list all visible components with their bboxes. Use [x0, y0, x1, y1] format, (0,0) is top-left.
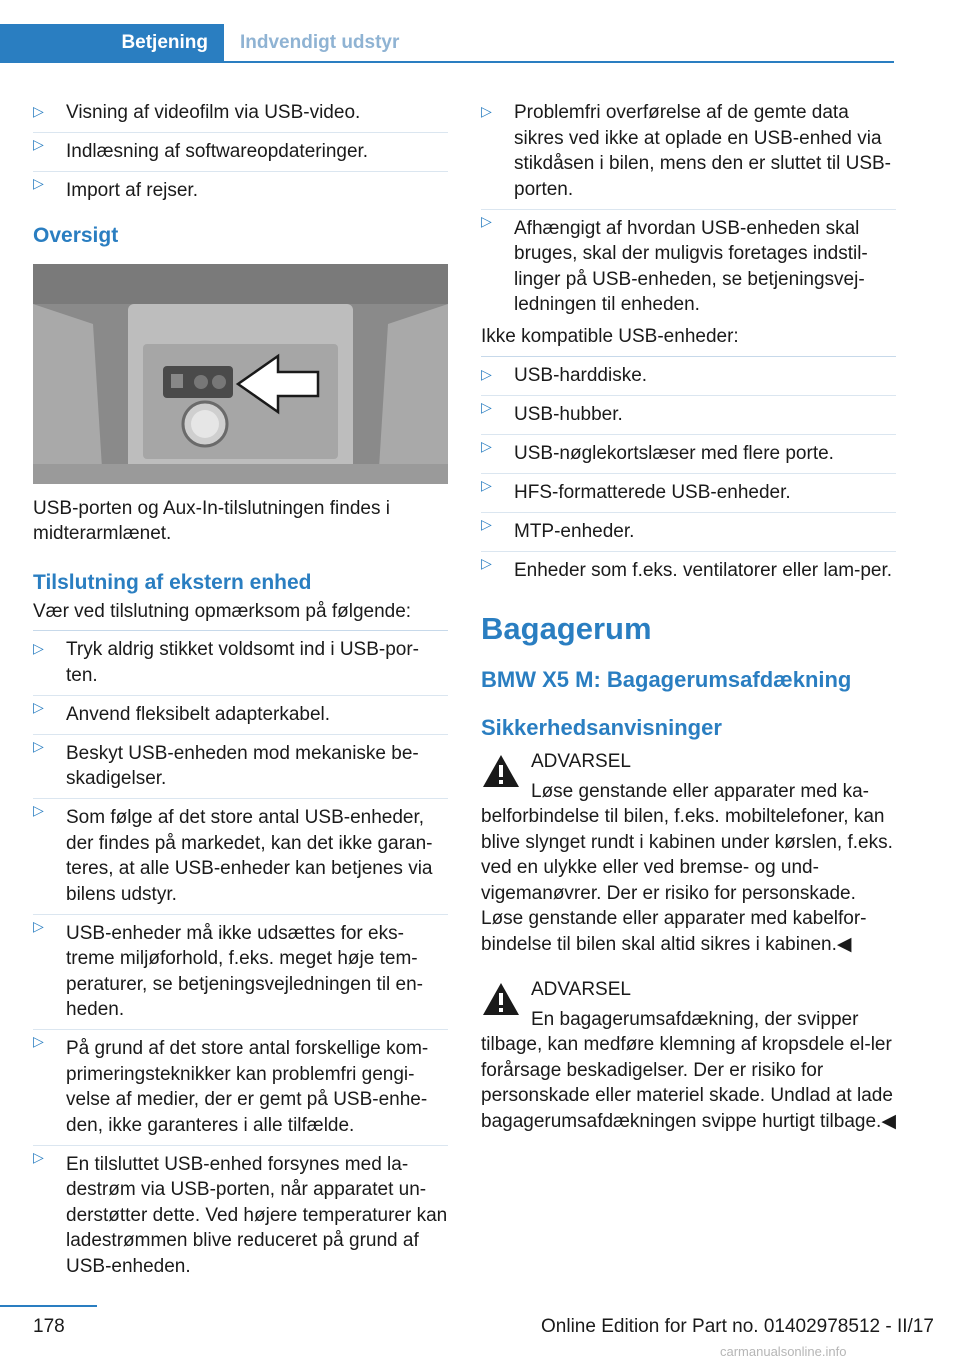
warning-block	[481, 749, 896, 957]
list-item: ▷ Problemfri overførelse af de gemte data sikres ved ikke at oplade en USB-enhed via stikdåsen i bilen, mens den er sluttet til USB-porten.	[481, 100, 896, 202]
list-item: ▷ Beskyt USB-enheden mod mekaniske be‐skadigelser.	[33, 734, 448, 792]
bagagerum-heading: Bagagerum	[481, 611, 652, 646]
warning-triangle-icon	[481, 981, 521, 1017]
left-column	[33, 100, 448, 1286]
warning-text: En bagagerumsafdækning, der svipper tilbage, kan medføre klemning af kropsdele el‐ler forårsage beskadigelser. Der er risiko for personskade eller materiel skade. Undlad at lade bagagerumsafdækningen svippe hurtigt tilbage.◀	[481, 1008, 896, 1132]
warning-triangle-icon	[481, 753, 521, 789]
footer-divider	[0, 1305, 97, 1307]
list-item: ▷ Indlæsning af softwareopdateringer.	[33, 132, 448, 165]
bmw-x5m-heading: BMW X5 M: Bagagerumsafdækning	[481, 667, 852, 692]
list-item: ▷ USB-nøglekortslæser med flere porte.	[481, 434, 896, 467]
watermark: carmanualsonline.info	[720, 1344, 847, 1359]
list-item: ▷ Visning af videofilm via USB-video.	[33, 100, 448, 126]
header-divider	[0, 61, 894, 63]
warning-text: Løse genstande eller apparater med ka‐belforbindelse til bilen, f.eks. mobiltelefoner, kan blive slynget rundt i kabinen under kørslen, f.eks. ved en ulykke eller ved bremse- og und‐vigemanøvrer. Der er risiko for personskade. Løse genstande eller apparater med kabelfor‐bindelse til bilen skal altid sikres i kabinen.◀	[481, 780, 893, 955]
list-item: ▷ USB-enheder må ikke udsættes for eks‐treme miljøforhold, f.eks. meget høje tem‐peraturer, se betjeningsvejledningen til en‐heden.	[33, 914, 448, 1023]
tilslutning-intro: Vær ved tilslutning opmærksom på følgende:	[33, 600, 412, 622]
list-item: ▷ Som følge af det store antal USB-enheder, der findes på markedet, kan det ikke garan‐teres, at alle USB-enheder kan betjenes via bilens udstyr.	[33, 798, 448, 907]
list-item: ▷ USB-harddiske.	[481, 363, 896, 389]
warning-title: ADVARSEL	[531, 751, 631, 772]
usb-notes-list	[481, 100, 896, 318]
usb-features-list	[33, 100, 448, 204]
list-item: ▷ Import af rejser.	[33, 171, 448, 204]
right-column	[481, 100, 896, 1134]
list-divider	[33, 630, 448, 631]
oversigt-heading: Oversigt	[33, 223, 119, 247]
usb-port-photo	[33, 264, 448, 484]
tab-betjening[interactable]: Betjening	[0, 24, 224, 61]
tab-indvendigt-udstyr[interactable]: Indvendigt udstyr	[240, 32, 400, 53]
list-item: ▷ Afhængigt af hvordan USB-enheden skal bruges, skal der muligvis foretages indstil‐linger på USB-enheden, se betjeningsvej‐ledningen til enheden.	[481, 209, 896, 318]
list-item: ▷ USB-hubber.	[481, 395, 896, 428]
warning-block	[481, 977, 896, 1134]
list-item: ▷ MTP-enheder.	[481, 512, 896, 545]
incompatible-list	[481, 363, 896, 584]
incompatible-intro: Ikke kompatible USB-enheder:	[481, 326, 739, 347]
photo-caption: USB-porten og Aux-In-tilslutningen findes i midterarmlænet.	[33, 497, 390, 544]
list-item: ▷ Tryk aldrig stikket voldsomt ind i USB-por‐ten.	[33, 637, 448, 688]
list-item: ▷ Enheder som f.eks. ventilatorer eller lam‐per.	[481, 551, 896, 584]
list-divider	[481, 356, 896, 357]
edition-label: Online Edition for Part no. 01402978512 - II/17	[541, 1316, 934, 1337]
tilslutning-heading: Tilslutning af ekstern enhed	[33, 570, 312, 594]
page-header	[0, 0, 960, 64]
list-item: ▷ En tilsluttet USB-enhed forsynes med la‐destrøm via USB-porten, når apparatet un‐derstøtter dette. Ved højere temperaturer kan ladestrømmen blive reduceret på grund af USB-enheden.	[33, 1145, 448, 1280]
page-number: 178	[33, 1316, 65, 1337]
list-item: ▷ Anvend fleksibelt adapterkabel.	[33, 695, 448, 728]
sikkerhed-heading: Sikkerhedsanvisninger	[481, 715, 722, 740]
tilslutning-list	[33, 637, 448, 1279]
list-item: ▷ På grund af det store antal forskellige kom‐primeringsteknikker kan problemfri gengi‐velse af medier, der er gemt på USB-enhe‐den, ikke garanteres i alle tilfælde.	[33, 1029, 448, 1138]
warning-title: ADVARSEL	[531, 979, 631, 1000]
list-item: ▷ HFS-formatterede USB-enheder.	[481, 473, 896, 506]
